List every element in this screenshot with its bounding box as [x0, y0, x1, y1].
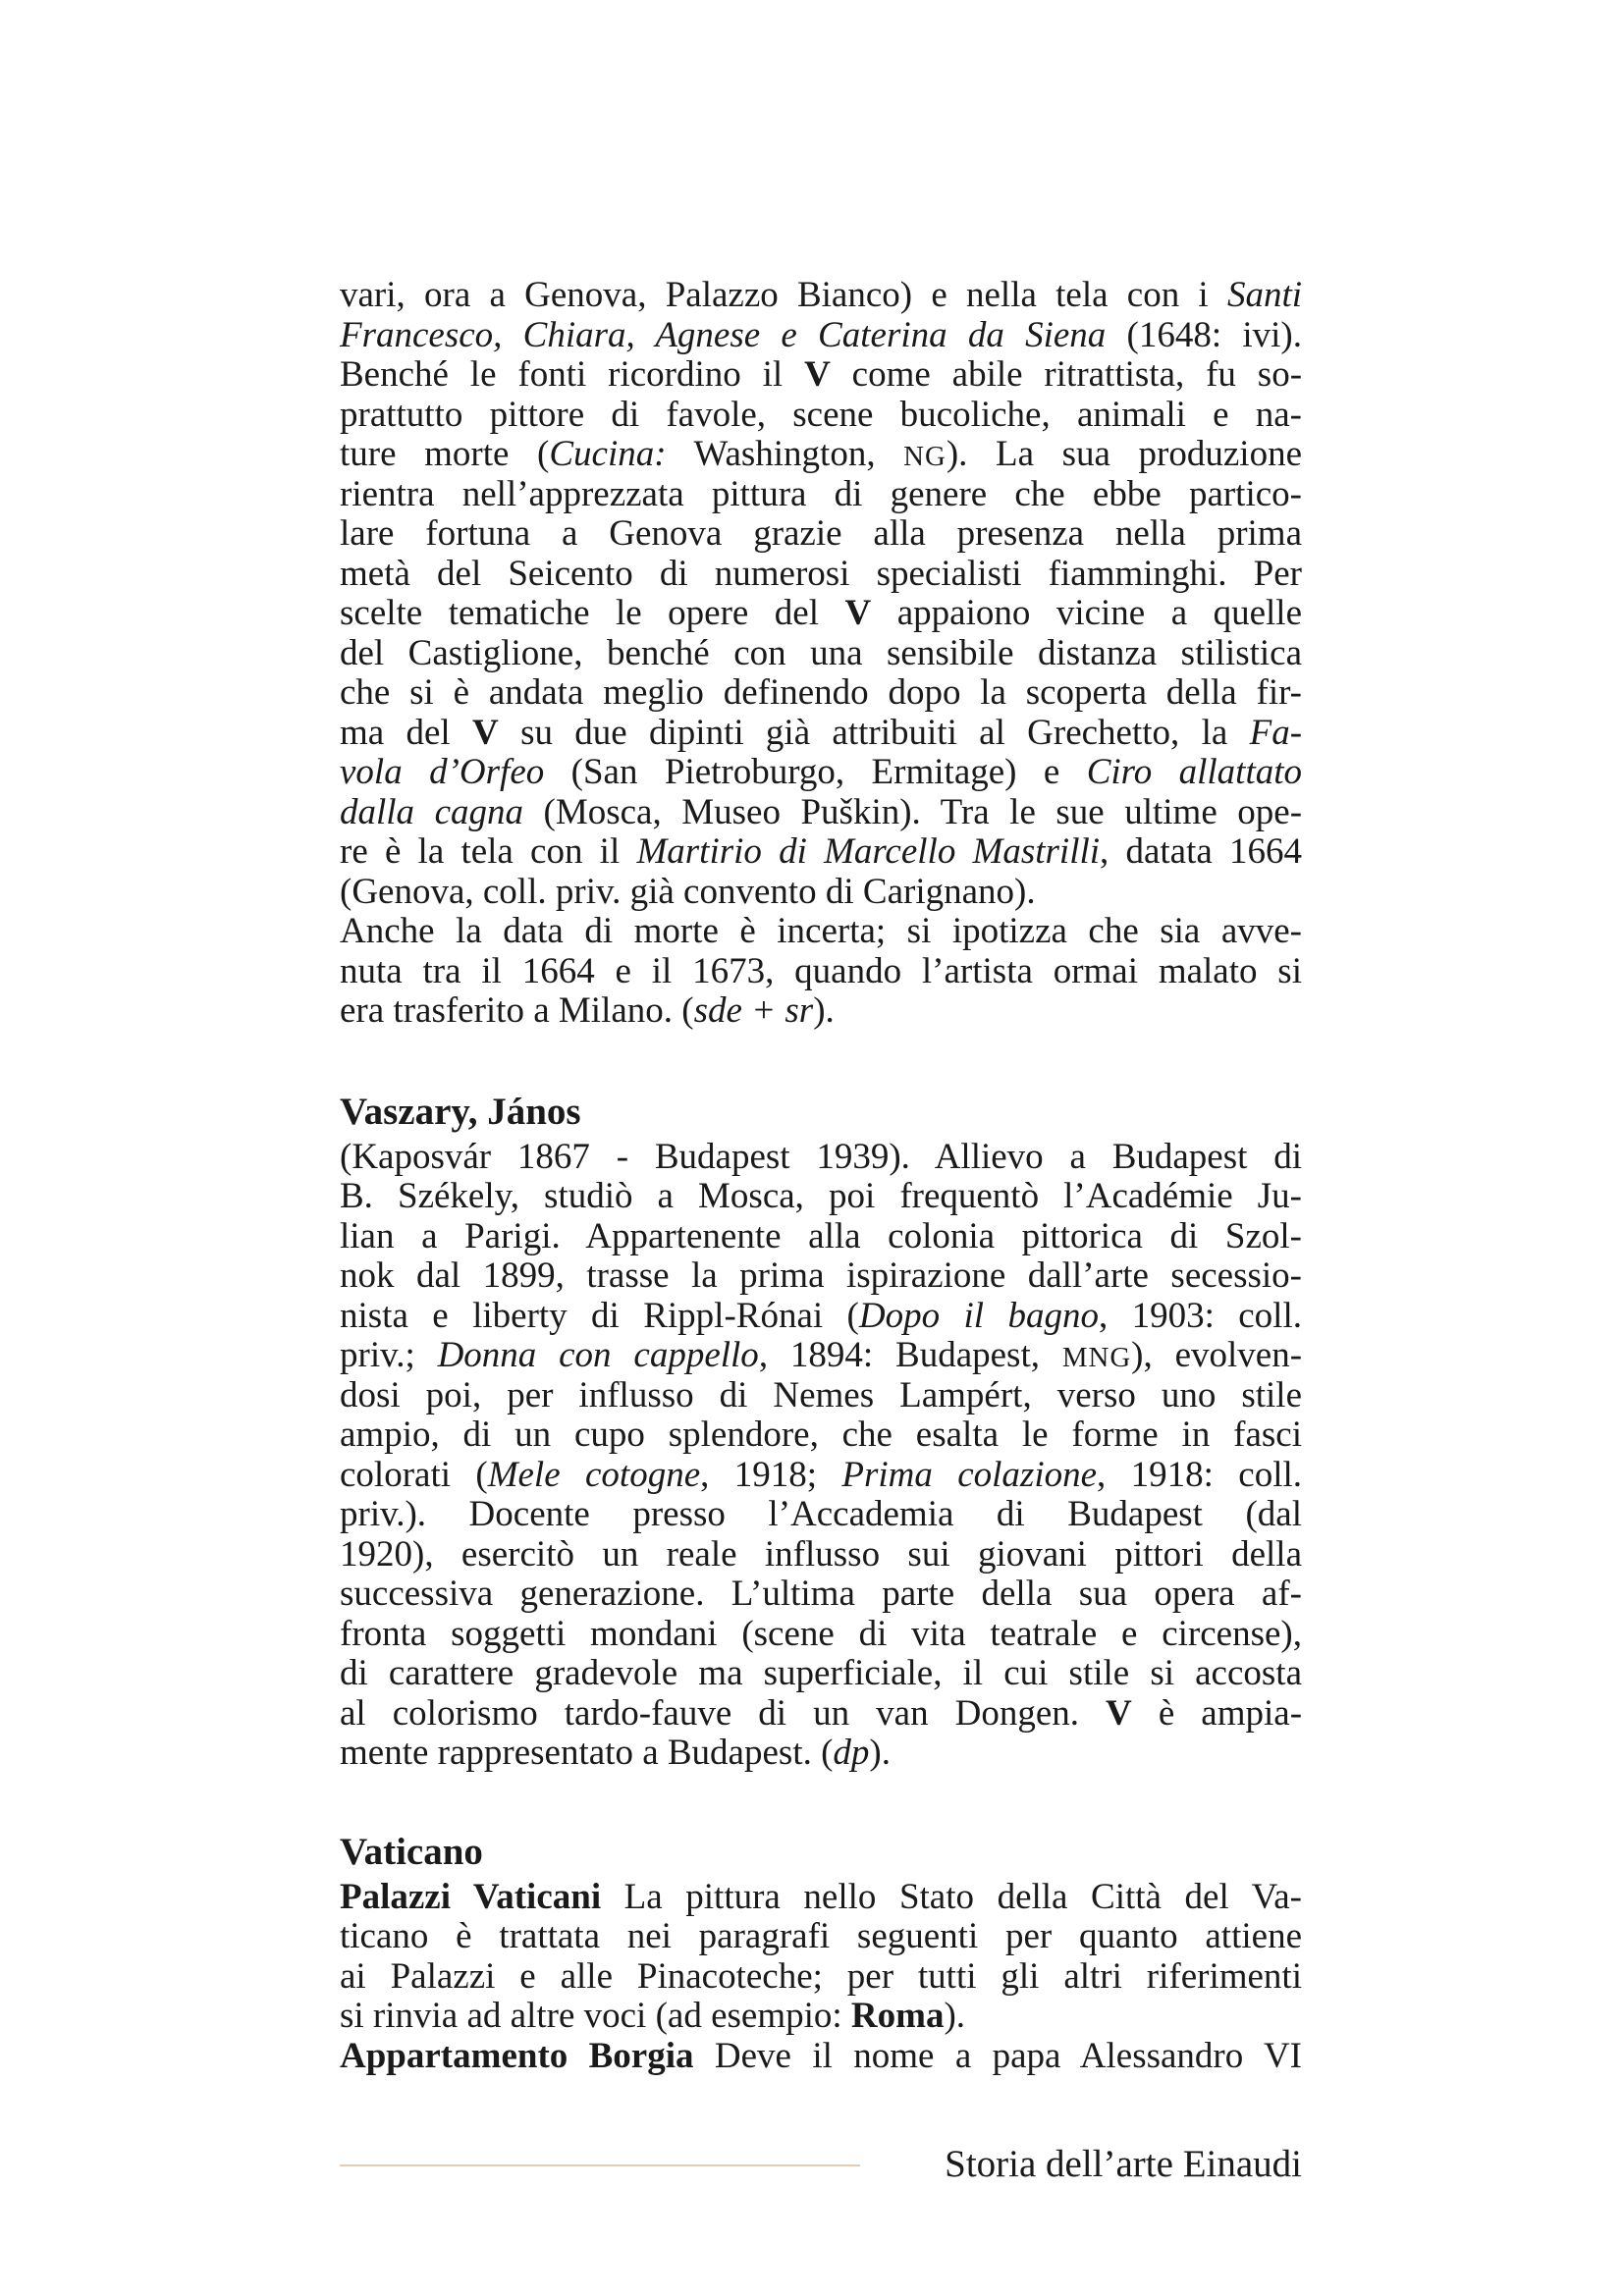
text-line: (Genova, coll. priv. già convento di Carignano).	[340, 871, 1036, 912]
text-line: vari, ora a Genova, Palazzo Bianco) e nella tela con i Santi	[340, 275, 1302, 315]
text-line: priv.). Docente presso l’Accademia di Budapest (dal	[340, 1494, 1302, 1534]
text-line: del Castiglione, benché con una sensibile distanza stilistica	[340, 632, 1302, 673]
footer-rule	[340, 2164, 860, 2166]
text-line: di carattere gradevole ma superficiale, il cui stile si accosta	[340, 1653, 1302, 1693]
text-line: mente rappresentato a Budapest. (dp).	[340, 1733, 891, 1773]
text-line: re è la tela con il Martirio di Marcello Mastrilli, datata 1664	[340, 831, 1302, 872]
text-line: era trasferito a Milano. (sde + sr).	[340, 990, 835, 1031]
text-line: al colorismo tardo-fauve di un van Dongen. V è ampia-	[340, 1692, 1303, 1734]
text-line: fronta soggetti mondani (scene di vita teatrale e circense),	[340, 1613, 1302, 1654]
entry-vaszary	[340, 1091, 1302, 1774]
text-line: Francesco, Chiara, Agnese e Caterina da Siena (1648: ivi).	[340, 314, 1302, 355]
text-line: B. Székely, studiò a Mosca, poi frequentò l’Académie Ju-	[340, 1176, 1302, 1216]
page-body	[340, 276, 1302, 2076]
entry-vaticano	[340, 1831, 1302, 2077]
text-line: si rinvia ad altre voci (ad esempio: Roma).	[340, 1996, 966, 2036]
text-line: 1920), esercitò un reale influsso sui giovani pittori della	[340, 1533, 1302, 1575]
text-line: Palazzi Vaticani La pittura nello Stato della Città del Va-	[340, 1876, 1302, 1917]
text-line: priv.; Donna con cappello, 1894: Budapest, MNG), evolven-	[340, 1335, 1303, 1375]
text-line: ampio, di un cupo splendore, che esalta le forme in fasci	[340, 1415, 1302, 1455]
entry-continuation	[340, 276, 1302, 1032]
text-line: vola d’Orfeo (San Pietroburgo, Ermitage) e Ciro allattato	[340, 752, 1302, 792]
text-line: Benché le fonti ricordino il V come abile ritrattista, fu so-	[340, 354, 1303, 395]
entry-heading: Vaszary, János	[340, 1090, 581, 1133]
text-line: ticano è trattata nei paragrafi seguenti per quanto attiene	[340, 1916, 1302, 1956]
page-footer	[340, 2140, 1302, 2189]
text-line: ture morte (Cucina: Washington, NG). La sua produzione	[340, 434, 1302, 474]
text-line: dalla cagna (Mosca, Museo Puškin). Tra le sue ultime ope-	[340, 791, 1303, 832]
text-line: prattutto pittore di favole, scene bucoliche, animali e na-	[340, 394, 1302, 435]
footer-title: Storia dell’arte Einaudi	[945, 2143, 1302, 2185]
section-gap	[340, 1032, 1302, 1091]
entry-heading: Vaticano	[340, 1830, 483, 1873]
text-line: (Kaposvár 1867 - Budapest 1939). Allievo a Budapest di	[340, 1136, 1302, 1177]
text-line: che si è andata meglio definendo dopo la scoperta della fir-	[340, 672, 1302, 713]
text-line: metà del Seicento di numerosi specialisti fiamminghi. Per	[340, 553, 1302, 594]
text-line: lian a Parigi. Appartenente alla colonia pittorica di Szol-	[340, 1215, 1302, 1256]
text-line: ai Palazzi e alle Pinacoteche; per tutti gli altri riferimenti	[340, 1955, 1302, 1997]
text-line: colorati (Mele cotogne, 1918; Prima colazione, 1918: coll.	[340, 1454, 1303, 1495]
text-line: scelte tematiche le opere del V appaiono vicine a quelle	[340, 593, 1303, 633]
text-line: successiva generazione. L’ultima parte della sua opera af-	[340, 1574, 1302, 1614]
text-line: Appartamento Borgia Deve il nome a papa Alessandro VI	[340, 2035, 1302, 2076]
text-line: nista e liberty di Rippl-Rónai (Dopo il bagno, 1903: coll.	[340, 1295, 1302, 1336]
text-line: lare fortuna a Genova grazie alla presenza nella prima	[340, 513, 1302, 554]
text-line: ma del V su due dipinti già attribuiti al Grechetto, la Fa-	[340, 712, 1303, 753]
text-line: nuta tra il 1664 e il 1673, quando l’artista ormai malato si	[340, 950, 1302, 991]
text-line: dosi poi, per influsso di Nemes Lampért, verso uno stile	[340, 1374, 1302, 1415]
section-gap	[340, 1774, 1302, 1831]
text-line: Anche la data di morte è incerta; si ipotizza che sia avve-	[340, 911, 1302, 951]
text-line: rientra nell’apprezzata pittura di genere che ebbe partico-	[340, 473, 1302, 514]
text-line: nok dal 1899, trasse la prima ispirazione dall’arte secessio-	[340, 1255, 1302, 1296]
